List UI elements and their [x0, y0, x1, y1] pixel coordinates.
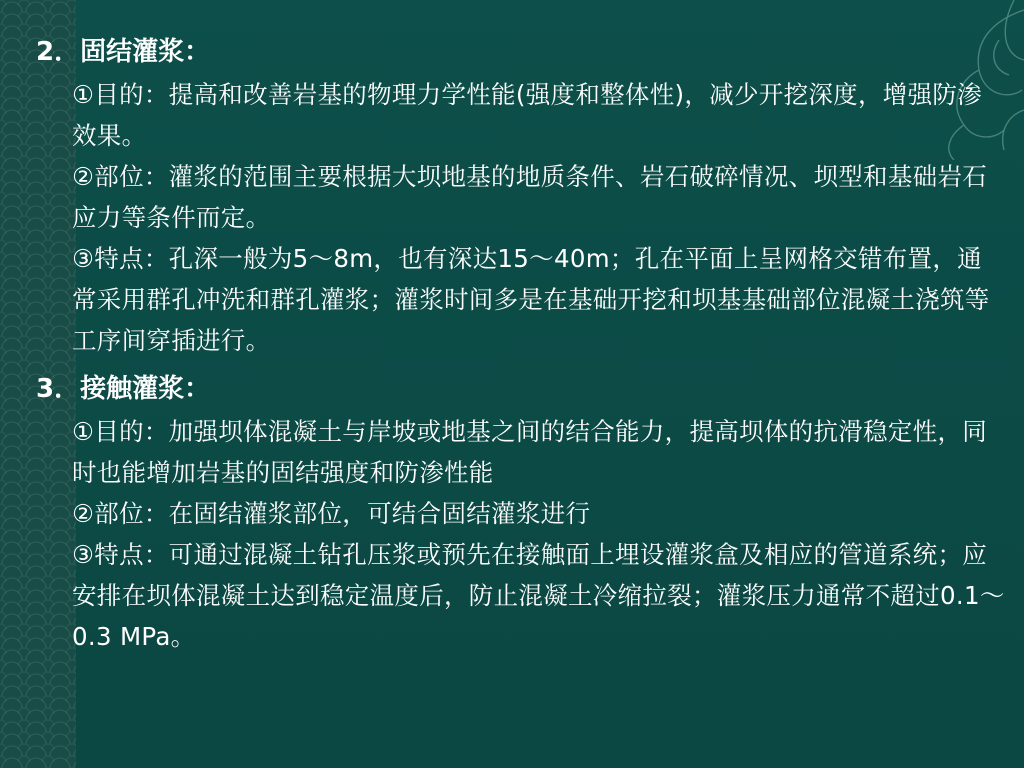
item-purpose: ①目的：加强坝体混凝土与岸坡或地基之间的结合能力，提高坝体的抗滑稳定性，同时也能增加岩基的固结强度和防渗性能 [72, 417, 988, 487]
section-heading: 3．接触灌浆： [36, 374, 211, 404]
item-characteristics: ③特点：孔深一般为5～8m，也有深达15～40m；孔在平面上呈网格交错布置，通常采用群孔冲洗和群孔灌浆；灌浆时间多是在基础开挖和坝基基础部位混凝土浇筑等工序间穿插进行。 [72, 244, 990, 355]
slide-content [36, 30, 1006, 657]
section-contact-grouting [36, 367, 1006, 657]
section-consolidation-grouting [36, 30, 1006, 361]
section-heading: 2．固结灌浆： [36, 37, 211, 67]
item-purpose: ①目的：提高和改善岩基的物理力学性能(强度和整体性)，减少开挖深度，增强防渗效果。 [72, 80, 982, 150]
item-characteristics: ③特点：可通过混凝土钻孔压浆或预先在接触面上埋设灌浆盒及相应的管道系统；应安排在坝体混凝土达到稳定温度后，防止混凝土冷缩拉裂；灌浆压力通常不超过0.1～0.3 MPa。 [72, 540, 1005, 651]
item-location: ②部位：灌浆的范围主要根据大坝地基的地质条件、岩石破碎情况、坝型和基础岩石应力等条件而定。 [72, 162, 988, 232]
item-location: ②部位：在固结灌浆部位，可结合固结灌浆进行 [72, 499, 591, 528]
